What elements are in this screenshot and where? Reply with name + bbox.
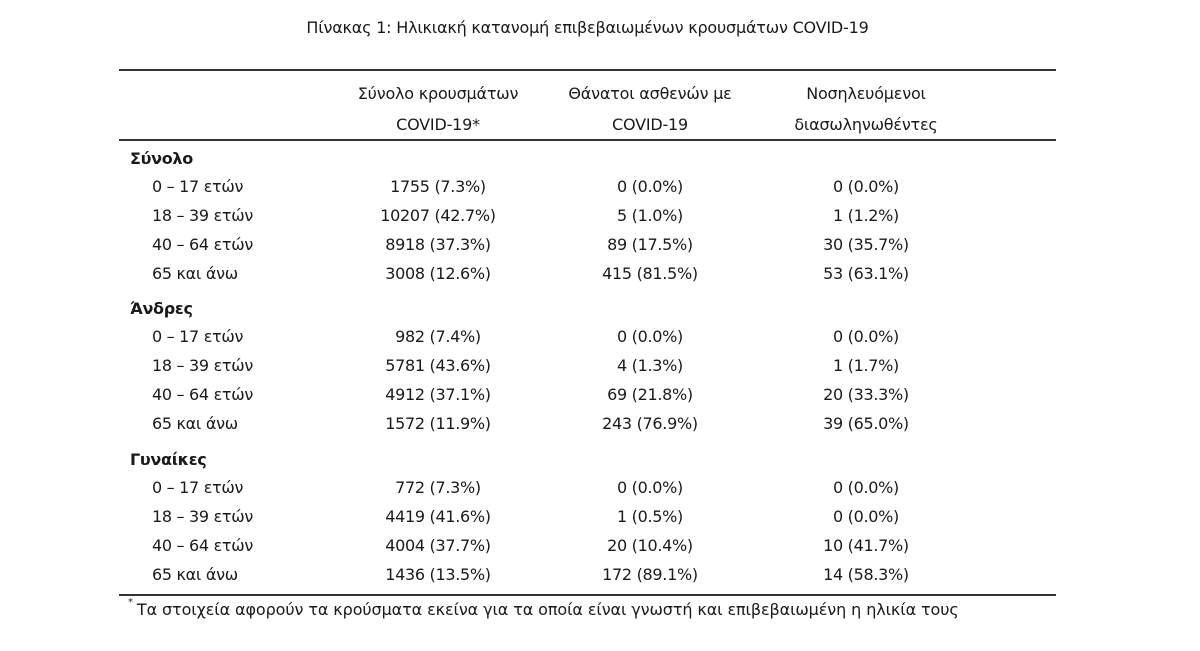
column-header-line: Σύνολο κρουσμάτων (357, 84, 519, 103)
column-header-intubated (762, 78, 970, 140)
table-row (0, 235, 1200, 263)
cell-deaths: 243 (76.9%) (602, 414, 698, 433)
column-header-line: COVID-19 (611, 115, 688, 134)
cell-total-cases: 10207 (42.7%) (380, 206, 496, 225)
cell-deaths: 89 (17.5%) (607, 235, 693, 254)
column-header-total-cases (330, 78, 546, 140)
cell-intubated: 0 (0.0%) (833, 177, 899, 196)
cell-total-cases: 1436 (13.5%) (385, 565, 491, 584)
table-row (0, 536, 1200, 564)
cell-deaths: 1 (0.5%) (617, 507, 683, 526)
table-row (0, 264, 1200, 292)
table-row (0, 177, 1200, 205)
cell-total-cases: 3008 (12.6%) (385, 264, 491, 283)
group-heading-women: Γυναίκες (130, 450, 207, 469)
table-row (0, 565, 1200, 593)
cell-intubated: 1 (1.2%) (833, 206, 899, 225)
cell-intubated: 0 (0.0%) (833, 507, 899, 526)
row-label: 40 – 64 ετών (152, 536, 253, 555)
table-row (0, 414, 1200, 442)
cell-intubated: 0 (0.0%) (833, 327, 899, 346)
row-label: 0 – 17 ετών (152, 177, 244, 196)
footnote-text: Τα στοιχεία αφορούν τα κρούσματα εκείνα για τα οποία είναι γνωστή και επιβεβαιωμένη η ηλικία τους (136, 600, 959, 619)
row-label: 18 – 39 ετών (152, 507, 253, 526)
table-footnote (128, 596, 959, 619)
column-header-line: διασωληνωθέντες (794, 115, 938, 134)
row-label: 40 – 64 ετών (152, 385, 253, 404)
row-label: 65 και άνω (152, 565, 238, 584)
cell-deaths: 20 (10.4%) (607, 536, 693, 555)
cell-intubated: 39 (65.0%) (823, 414, 909, 433)
table-row (0, 478, 1200, 506)
row-label: 0 – 17 ετών (152, 327, 244, 346)
row-label: 18 – 39 ετών (152, 206, 253, 225)
cell-intubated: 30 (35.7%) (823, 235, 909, 254)
cell-total-cases: 4912 (37.1%) (385, 385, 491, 404)
row-label: 18 – 39 ετών (152, 356, 253, 375)
table-row (0, 206, 1200, 234)
cell-deaths: 0 (0.0%) (617, 327, 683, 346)
cell-deaths: 172 (89.1%) (602, 565, 698, 584)
table-top-rule (119, 69, 1056, 71)
row-label: 40 – 64 ετών (152, 235, 253, 254)
cell-deaths: 0 (0.0%) (617, 177, 683, 196)
row-label: 65 και άνω (152, 414, 238, 433)
cell-deaths: 415 (81.5%) (602, 264, 698, 283)
cell-intubated: 20 (33.3%) (823, 385, 909, 404)
table-row (0, 327, 1200, 355)
column-header-line: COVID-19* (396, 115, 480, 134)
table-bottom-rule (119, 594, 1056, 596)
cell-intubated: 14 (58.3%) (823, 565, 909, 584)
table-caption: Πίνακας 1: Ηλικιακή κατανομή επιβεβαιωμένων κρουσμάτων COVID-19 (306, 18, 869, 37)
table-row (0, 356, 1200, 384)
cell-deaths: 5 (1.0%) (617, 206, 683, 225)
row-label: 65 και άνω (152, 264, 238, 283)
cell-total-cases: 1572 (11.9%) (385, 414, 491, 433)
cell-intubated: 10 (41.7%) (823, 536, 909, 555)
cell-total-cases: 1755 (7.3%) (390, 177, 486, 196)
row-label: 0 – 17 ετών (152, 478, 244, 497)
cell-total-cases: 982 (7.4%) (395, 327, 481, 346)
column-header-line: Θάνατοι ασθενών με (568, 84, 732, 103)
cell-total-cases: 8918 (37.3%) (385, 235, 491, 254)
cell-intubated: 1 (1.7%) (833, 356, 899, 375)
cell-total-cases: 5781 (43.6%) (385, 356, 491, 375)
group-heading-men: Άνδρες (130, 299, 193, 318)
table-header-rule (119, 139, 1056, 141)
footnote-marker: * (128, 596, 133, 608)
column-header-line: Νοσηλευόμενοι (806, 84, 926, 103)
cell-deaths: 0 (0.0%) (617, 478, 683, 497)
cell-total-cases: 4419 (41.6%) (385, 507, 491, 526)
table-row (0, 385, 1200, 413)
cell-total-cases: 772 (7.3%) (395, 478, 481, 497)
cell-intubated: 0 (0.0%) (833, 478, 899, 497)
column-header-deaths (540, 78, 760, 140)
table-row (0, 507, 1200, 535)
group-heading-total: Σύνολο (130, 149, 193, 168)
cell-total-cases: 4004 (37.7%) (385, 536, 491, 555)
cell-deaths: 4 (1.3%) (617, 356, 683, 375)
cell-intubated: 53 (63.1%) (823, 264, 909, 283)
cell-deaths: 69 (21.8%) (607, 385, 693, 404)
